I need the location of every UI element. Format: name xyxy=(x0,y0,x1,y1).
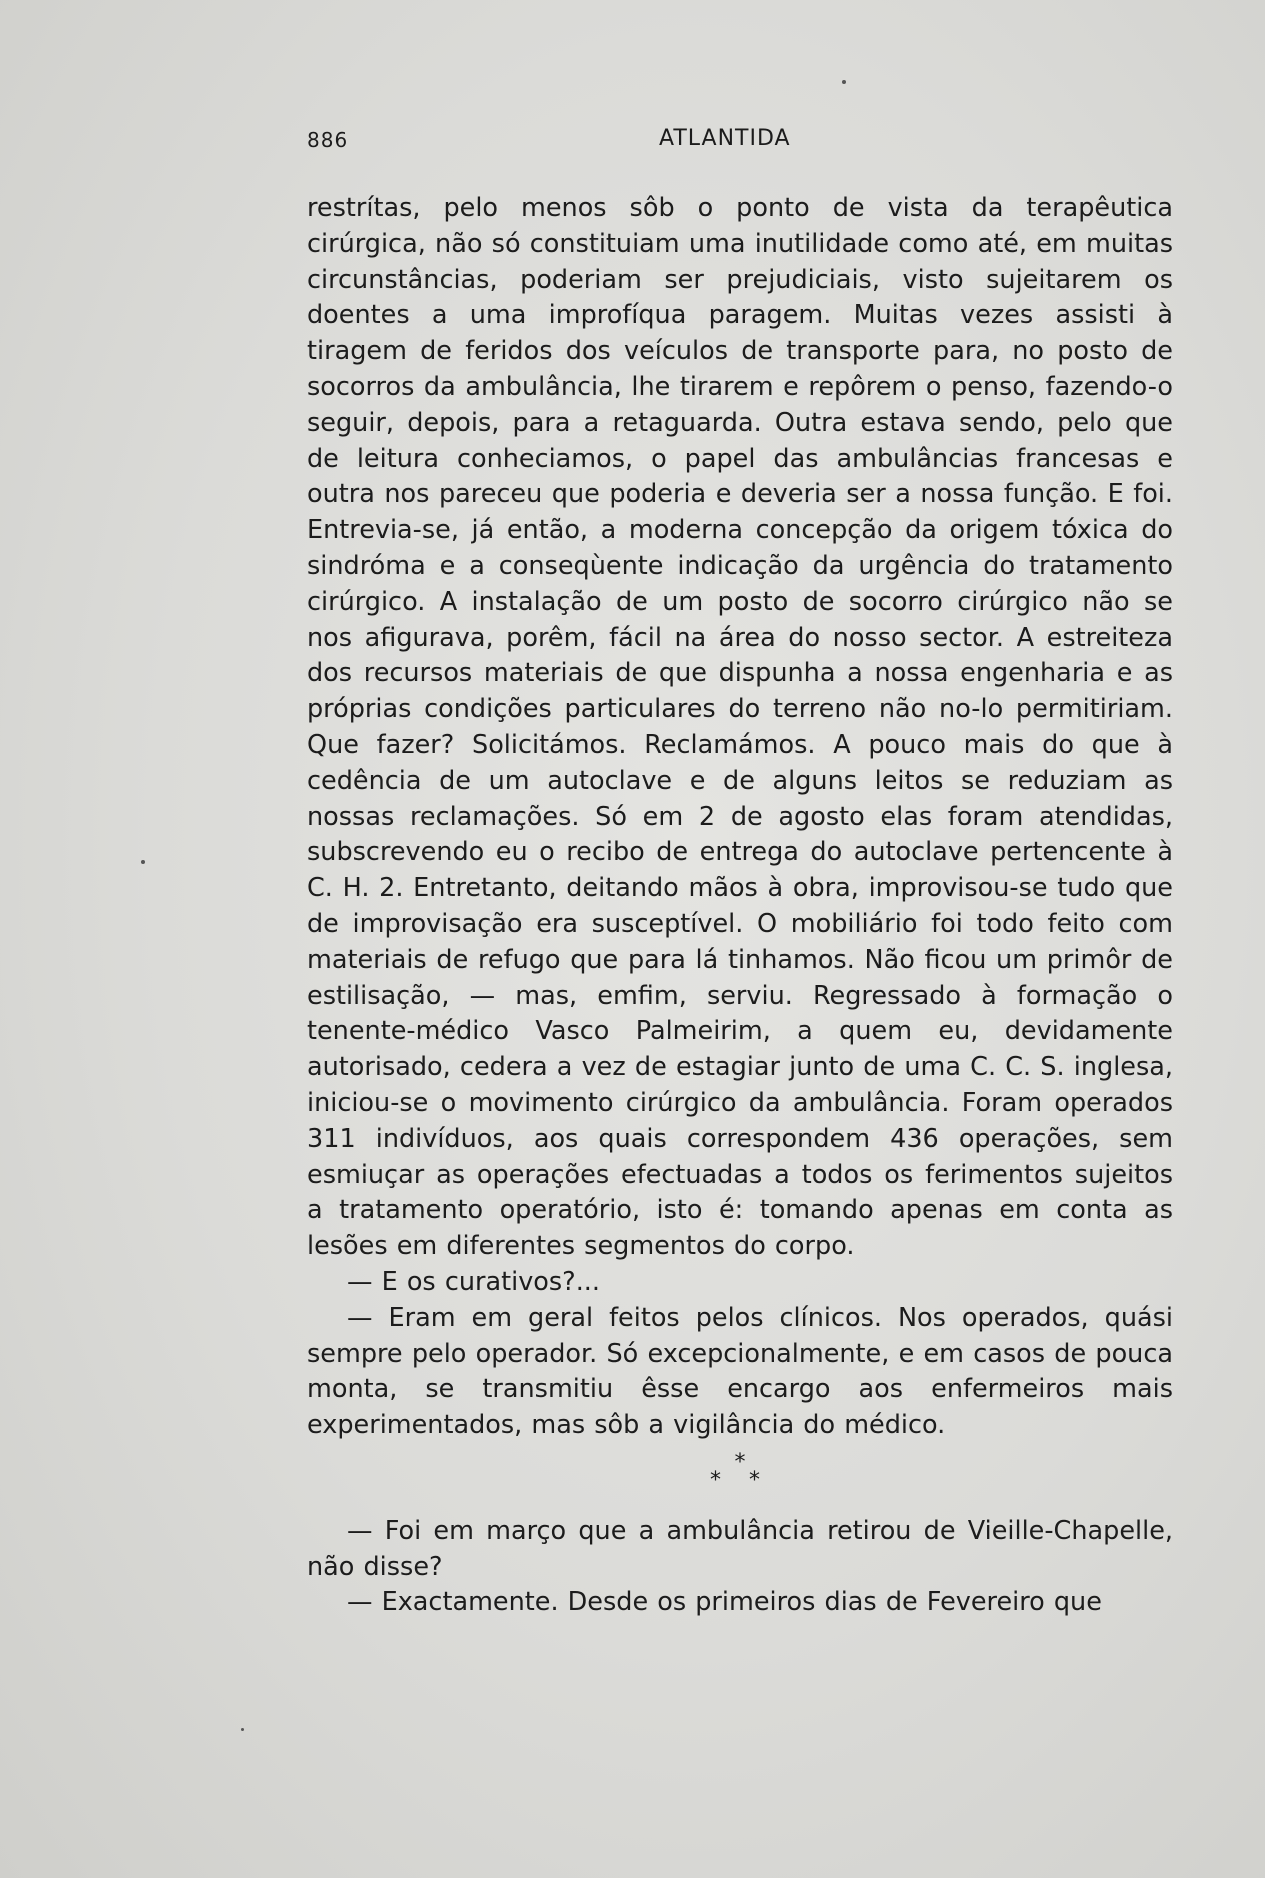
scan-speck xyxy=(842,80,846,84)
scan-speck xyxy=(141,860,145,864)
paragraph-2: — E os curativos?... xyxy=(347,1266,601,1297)
asterism-top: * xyxy=(734,1449,746,1475)
page-header xyxy=(307,124,1167,158)
paragraph-5: — Exactamente. Desde os primeiros dias de Fevereiro que xyxy=(347,1587,1102,1618)
page-number: 886 xyxy=(307,128,349,152)
scan-speck xyxy=(241,1728,244,1731)
paragraph-1: restrítas, pelo menos sôb o ponto de vista da terapêutica cirúrgica, não só constituiam uma inutilidade como até, em muitas circunstâncias, poderiam ser prejudiciais, visto sujeitarem os doentes a uma improfíqua paragem. Muitas vezes assisti à tiragem de feridos dos veículos de transporte para, no posto de socorros da ambulância, lhe tirarem e repôrem o penso, fazendo-o seguir, depois, para a retaguarda. Outra estava sendo, pelo que de leitura conheciamos, o papel das ambulâncias francesas e outra nos pareceu que poderia e deveria ser a nossa função. E foi. Entrevia-se, já então, a moderna concepção da origem tóxica do sindróma e a conseqùente indicação da urgência do tratamento cirúrgico. A instalação de um posto de socorro cirúrgico não se nos afigurava, porêm, fácil na área do nosso sector. A estreiteza dos recursos materiais de que dispunha a nossa engenharia e as próprias condições particulares do terreno não no-lo permitiriam. Que fazer? Solicitámos. Reclamámos. A pouco mais do que à cedência de um autoclave e de alguns leitos se reduziam as nossas reclamações. Só em 2 de agosto elas foram atendidas, subscrevendo eu o recibo de entrega do autoclave pertencente à C. H. 2. Entretanto, deitando mãos à obra, improvisou-se tudo que de improvisação era susceptível. O mobiliário foi todo feito com materiais de refugo que para lá tinhamos. Não ficou um primôr de estilisação, — mas, emfim, serviu. Regressado à formação o tenente-médico Vasco Palmeirim, a quem eu, devidamente autorisado, cedera a vez de estagiar junto de uma C. C. S. inglesa, iniciou-se o movimento cirúrgico da ambulância. Foram operados 311 indivíduos, aos quais correspondem 436 operações, sem esmiuçar as operações efectuadas a todos os ferimentos sujeitos a tratamento operatório, isto é: tomando apenas em conta as lesões em diferentes segmentos do corpo. xyxy=(307,193,1173,1262)
paragraph-3: — Eram em geral feitos pelos clínicos. Nos operados, quási sempre pelo operador. Só excepcionalmente, e em casos de pouca monta, se transmitiu êsse encargo aos enfermeiros mais experimentados, mas sôb a vigilância do médico. xyxy=(307,1302,1173,1441)
paragraph-4: — Foi em março que a ambulância retirou de Vieille-Chapelle, não disse? xyxy=(307,1515,1173,1582)
asterism-bottom: * * xyxy=(710,1467,770,1493)
asterism-separator xyxy=(307,1444,1173,1514)
body-text xyxy=(307,191,1173,1621)
running-title: ATLANTIDA xyxy=(659,126,791,151)
